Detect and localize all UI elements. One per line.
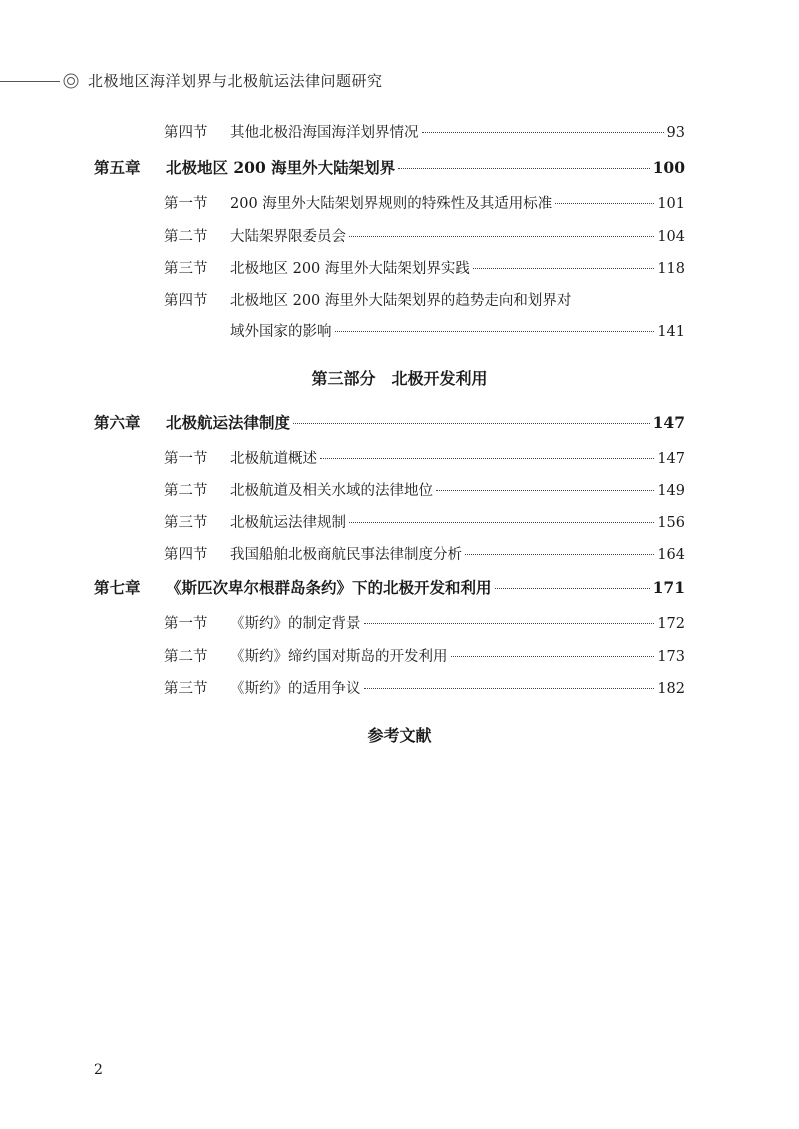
toc-entry[interactable]: [164, 192, 685, 213]
entry-number: 第二节: [164, 229, 208, 245]
concentric-circle-icon: [63, 73, 79, 89]
entry-page: 164: [657, 547, 685, 563]
entry-number: 第三节: [164, 681, 208, 697]
chapter-title: 北极地区 200 海里外大陆架划界: [166, 158, 396, 177]
entry-title: 大陆架界限委员会: [230, 229, 346, 245]
toc-entry[interactable]: [164, 479, 685, 500]
references-heading[interactable]: 参考文献: [367, 726, 432, 745]
entry-title: 北极地区 200 海里外大陆架划界的趋势走向和划界对: [230, 293, 572, 309]
dot-leader: [555, 203, 654, 204]
toc-chapter[interactable]: [94, 156, 685, 178]
entry-page: 147: [657, 451, 685, 467]
chapter-number: 第六章: [94, 413, 141, 432]
toc-entry[interactable]: [164, 447, 685, 468]
dot-leader: [473, 268, 654, 269]
entry-title: 《斯约》缔约国对斯岛的开发利用: [230, 649, 448, 665]
entry-page: 101: [657, 196, 685, 212]
entry-page: 93: [666, 125, 685, 141]
entry-title: 北极地区 200 海里外大陆架划界实践: [230, 261, 470, 277]
entry-number: 第三节: [164, 261, 208, 277]
entry-number: 第四节: [164, 125, 208, 141]
chapter-number: 第五章: [94, 158, 141, 177]
entry-number: 第三节: [164, 515, 208, 531]
entry-number: 第一节: [164, 616, 208, 632]
toc-entry[interactable]: [164, 612, 685, 633]
entry-page: 182: [657, 681, 685, 697]
entry-number: 第一节: [164, 451, 208, 467]
entry-number: 第四节: [164, 547, 208, 563]
chapter-page: 171: [652, 578, 685, 597]
entry-number: 第二节: [164, 483, 208, 499]
entry-title: 《斯约》的制定背景: [230, 616, 361, 632]
toc-entry[interactable]: [164, 121, 685, 142]
entry-title: 我国船舶北极商航民事法律制度分析: [230, 547, 462, 563]
toc-entry[interactable]: [164, 511, 685, 532]
entry-page: 156: [657, 515, 685, 531]
entry-page: 173: [657, 649, 685, 665]
header-rule: [0, 81, 60, 82]
toc-entry-continuation[interactable]: [230, 320, 685, 341]
entry-title: 其他北极沿海国海洋划界情况: [230, 125, 419, 141]
part-heading: 第三部分 北极开发利用: [311, 369, 488, 388]
dot-leader: [293, 423, 650, 424]
entry-page: 149: [657, 483, 685, 499]
dot-leader: [349, 236, 654, 237]
running-header: [0, 70, 799, 94]
dot-leader: [465, 554, 654, 555]
entry-title: 北极航道及相关水域的法律地位: [230, 483, 433, 499]
book-title: 北极地区海洋划界与北极航运法律问题研究: [88, 72, 383, 90]
page-number: 2: [94, 1062, 103, 1078]
chapter-title: 《斯匹次卑尔根群岛条约》下的北极开发和利用: [166, 578, 492, 597]
chapter-title: 北极航运法律制度: [166, 413, 291, 432]
entry-number: 第二节: [164, 649, 208, 665]
toc-chapter[interactable]: [94, 576, 685, 598]
toc-entry[interactable]: [164, 257, 685, 278]
dot-leader: [320, 458, 654, 459]
toc-entry[interactable]: [164, 543, 685, 564]
entry-title-continued: 域外国家的影响: [230, 324, 332, 340]
chapter-number: 第七章: [94, 578, 141, 597]
toc-entry[interactable]: [164, 677, 685, 698]
dot-leader: [451, 656, 655, 657]
dot-leader: [398, 168, 649, 169]
toc-entry[interactable]: [164, 645, 685, 666]
toc-entry[interactable]: [164, 289, 685, 310]
entry-title: 《斯约》的适用争议: [230, 681, 361, 697]
chapter-page: 100: [652, 158, 685, 177]
entry-title: 北极航运法律规制: [230, 515, 346, 531]
dot-leader: [349, 522, 654, 523]
dot-leader: [495, 588, 650, 589]
dot-leader: [364, 623, 655, 624]
entry-page: 141: [657, 324, 685, 340]
chapter-page: 147: [652, 413, 685, 432]
entry-number: 第一节: [164, 196, 208, 212]
entry-number: 第四节: [164, 293, 208, 309]
toc-entry[interactable]: [164, 225, 685, 246]
entry-page: 104: [657, 229, 685, 245]
dot-leader: [422, 132, 664, 133]
entry-page: 118: [657, 261, 685, 277]
toc-chapter[interactable]: [94, 411, 685, 433]
dot-leader: [335, 331, 655, 332]
dot-leader: [364, 688, 655, 689]
dot-leader: [436, 490, 654, 491]
entry-title: 北极航道概述: [230, 451, 317, 467]
entry-title: 200 海里外大陆架划界规则的特殊性及其适用标准: [230, 196, 553, 212]
entry-page: 172: [657, 616, 685, 632]
